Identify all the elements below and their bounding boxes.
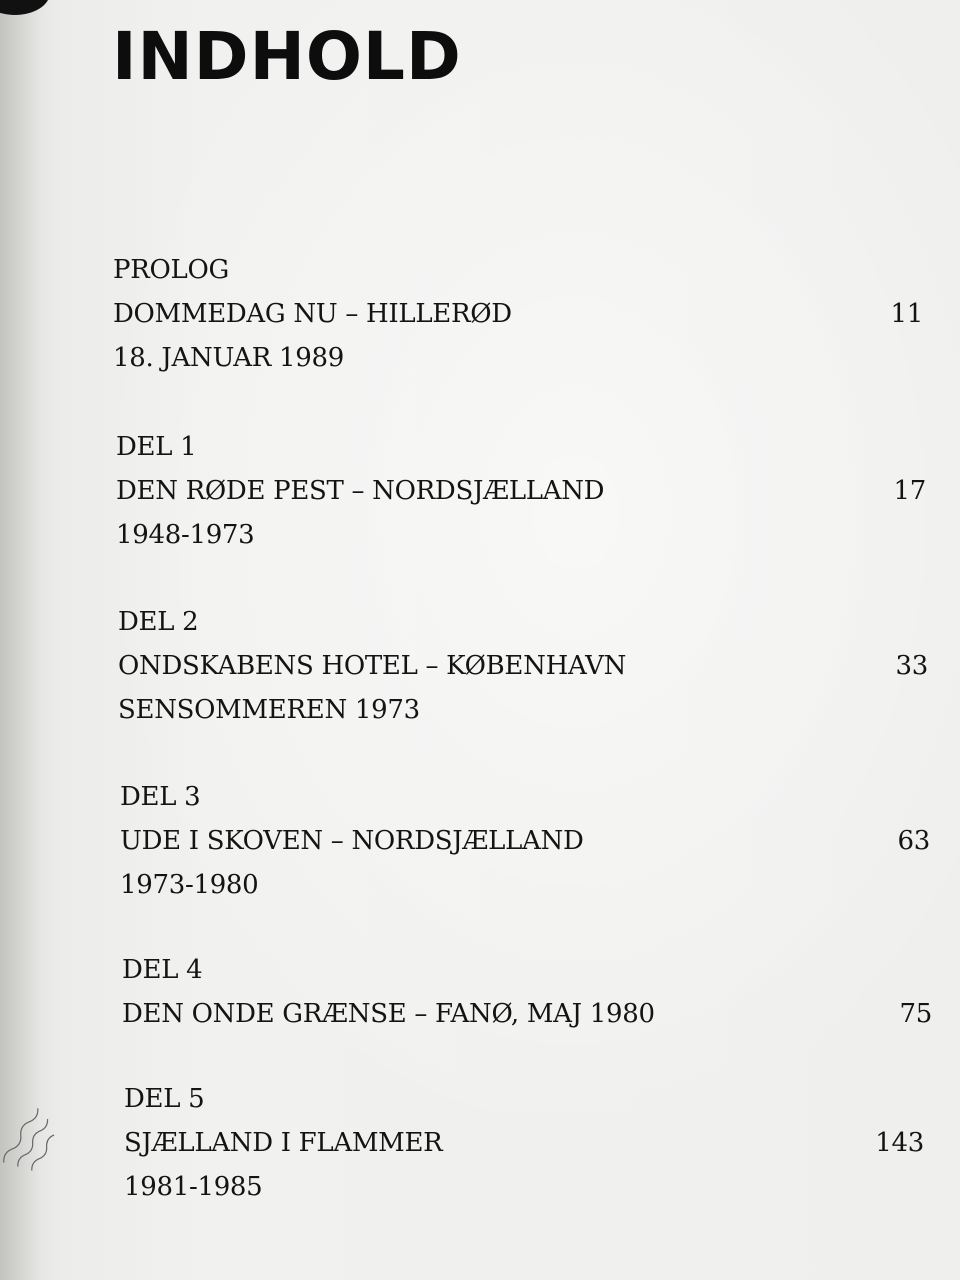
section-heading-row [118, 644, 928, 688]
section-label: DEL 4 [122, 955, 203, 985]
section-heading: DEN RØDE PEST – NORDSJÆLLAND [116, 476, 605, 506]
toc-section-del-2 [118, 600, 928, 732]
corner-thumb-shadow [0, 0, 50, 15]
section-heading-row [116, 469, 926, 513]
page-title: INDHOLD [112, 18, 462, 95]
section-subtitle: 1948-1973 [116, 520, 255, 550]
section-heading: ONDSKABENS HOTEL – KØBENHAVN [118, 651, 627, 681]
section-heading: DOMMEDAG NU – HILLERØD [113, 299, 512, 329]
page-number: 63 [897, 826, 930, 856]
section-heading: UDE I SKOVEN – NORDSJÆLLAND [120, 826, 584, 856]
gutter-shadow [0, 0, 40, 1280]
section-label: DEL 2 [118, 607, 199, 637]
section-subtitle: 1973-1980 [120, 870, 259, 900]
section-heading: SJÆLLAND I FLAMMER [124, 1128, 443, 1158]
section-label: PROLOG [113, 255, 229, 285]
toc-section-prolog [113, 248, 923, 380]
section-label: DEL 5 [124, 1084, 205, 1114]
page-number: 17 [893, 476, 926, 506]
toc-section-del-1 [116, 425, 926, 557]
section-heading-row [113, 292, 923, 336]
section-label: DEL 1 [116, 432, 197, 462]
page-number: 11 [890, 299, 923, 329]
section-heading-row [124, 1121, 924, 1165]
section-subtitle: SENSOMMEREN 1973 [118, 695, 420, 725]
page-number: 143 [875, 1128, 924, 1158]
page-number: 75 [899, 999, 932, 1029]
toc-section-del-5 [124, 1077, 924, 1209]
section-heading-row [122, 992, 932, 1036]
section-heading: DEN ONDE GRÆNSE – FANØ, MAJ 1980 [122, 999, 655, 1029]
toc-section-del-4 [122, 948, 932, 1036]
toc-section-del-3 [120, 775, 930, 907]
section-subtitle: 18. JANUAR 1989 [113, 343, 344, 373]
section-subtitle: 1981-1985 [124, 1172, 263, 1202]
section-heading-row [120, 819, 930, 863]
section-label: DEL 3 [120, 782, 201, 812]
page-number: 33 [895, 651, 928, 681]
